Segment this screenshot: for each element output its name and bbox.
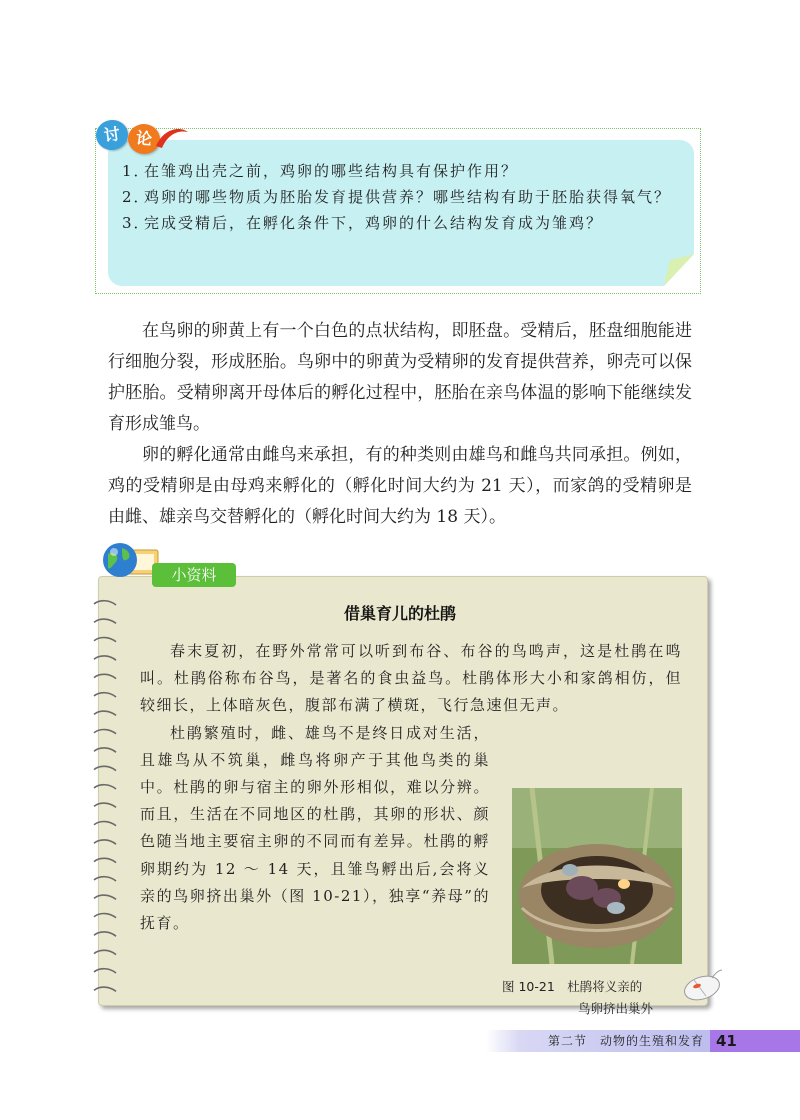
badge-char-2: 论 [127, 122, 162, 155]
discussion-badge [94, 118, 186, 158]
page-fold-corner [664, 254, 694, 286]
bird-nest-photo-icon [512, 788, 682, 964]
question-text: 完成受精后，在孵化条件下，鸡卵的什么结构发育成为雏鸡？ [144, 214, 604, 232]
info-paragraph-1-text: 春末夏初，在野外常常可以听到布谷、布谷的鸟鸣声，这是杜鹃在鸣叫。杜鹃俗称布谷鸟，是著名的食虫益鸟。杜鹃体形大小和家鸽相仿，但较细长，上体暗灰色，腹部布满了横斑，飞行急速但无声。 [140, 642, 682, 715]
info-paragraph-1 [140, 638, 682, 720]
question-text: 在雏鸡出壳之前，鸡卵的哪些结构具有保护作用？ [144, 162, 519, 180]
ring [94, 969, 116, 973]
question-item [122, 184, 682, 210]
ring [94, 822, 116, 826]
ring [94, 693, 116, 697]
figure [502, 788, 682, 1016]
ring [94, 803, 116, 807]
figure-caption [502, 976, 682, 1020]
body-paragraph-2: 卵的孵化通常由雌鸟来承担，有的种类则由雄鸟和雌鸟共同承担。例如，鸡的受精卵是由母鸡来孵化的（孵化时间大约为 21 天），而家鸽的受精卵是由雌、雄亲鸟交替孵化的（孵化时间大约为 18 天）。 [108, 445, 692, 527]
figure-caption-line-2: 鸟卵挤出巢外 [578, 1000, 654, 1016]
ring [94, 932, 116, 936]
ring [94, 748, 116, 752]
info-title: 借巢育儿的杜鹃 [343, 604, 456, 623]
question-item [122, 210, 682, 236]
ring [94, 619, 116, 623]
info-paragraph-2-text: 杜鹃繁殖时，雌、雄鸟不是终日成对生活，且雄鸟从不筑巢，雌鸟将卵产于其他鸟类的巢中。杜鹃的卵与宿主的卵外形相似，难以分辨。而且，生活在不同地区的杜鹃，其卵的形状、颜色随当地主要宿主卵的不同而有差异。杜鹃的孵卵期约为 12 ～ 14 天，且雏鸟孵出后,会将义亲的鸟卵挤出巢外（图 10-21），独享“养母”的抚育。 [140, 723, 490, 933]
ring [94, 674, 116, 678]
figure-caption-line-1: 图 10-21 杜鹃将义亲的 [502, 978, 643, 994]
discussion-questions [122, 158, 682, 236]
page-number: 41 [710, 1030, 800, 1052]
ring [94, 840, 116, 844]
question-number: 1． [122, 162, 151, 180]
ring [94, 785, 116, 789]
ring [94, 711, 116, 715]
mouse-icon [680, 968, 724, 1002]
badge-char-1: 讨 [94, 118, 130, 152]
question-text: 鸡卵的哪些物质为胚胎发育提供营养？哪些结构有助于胚胎获得氧气？ [144, 188, 672, 206]
footer-section-title: 第二节 动物的生殖和发育 [547, 1034, 704, 1048]
ring [94, 877, 116, 881]
ring [94, 858, 116, 862]
question-number: 3． [122, 214, 151, 232]
ring [94, 601, 116, 605]
info-badge: 小资料 [152, 563, 236, 587]
ring [94, 656, 116, 660]
ring [94, 730, 116, 734]
ring [94, 895, 116, 899]
info-text [140, 638, 682, 1016]
notebook-rings [90, 596, 120, 1006]
ring [94, 638, 116, 642]
question-item [122, 158, 682, 184]
swoosh-icon [154, 124, 190, 154]
ring [94, 987, 116, 991]
question-number: 2． [122, 188, 151, 206]
body-text [108, 316, 692, 533]
ring [94, 914, 116, 918]
ring [94, 766, 116, 770]
ring [94, 950, 116, 954]
body-paragraph-1: 在鸟卵的卵黄上有一个白色的点状结构，即胚盘。受精后，胚盘细胞能进行细胞分裂，形成胚胎。鸟卵中的卵黄为受精卵的发育提供营养，卵壳可以保护胚胎。受精卵离开母体后的孵化过程中，胚胎在亲鸟体温的影响下能继续发育形成雏鸟。 [108, 321, 692, 434]
